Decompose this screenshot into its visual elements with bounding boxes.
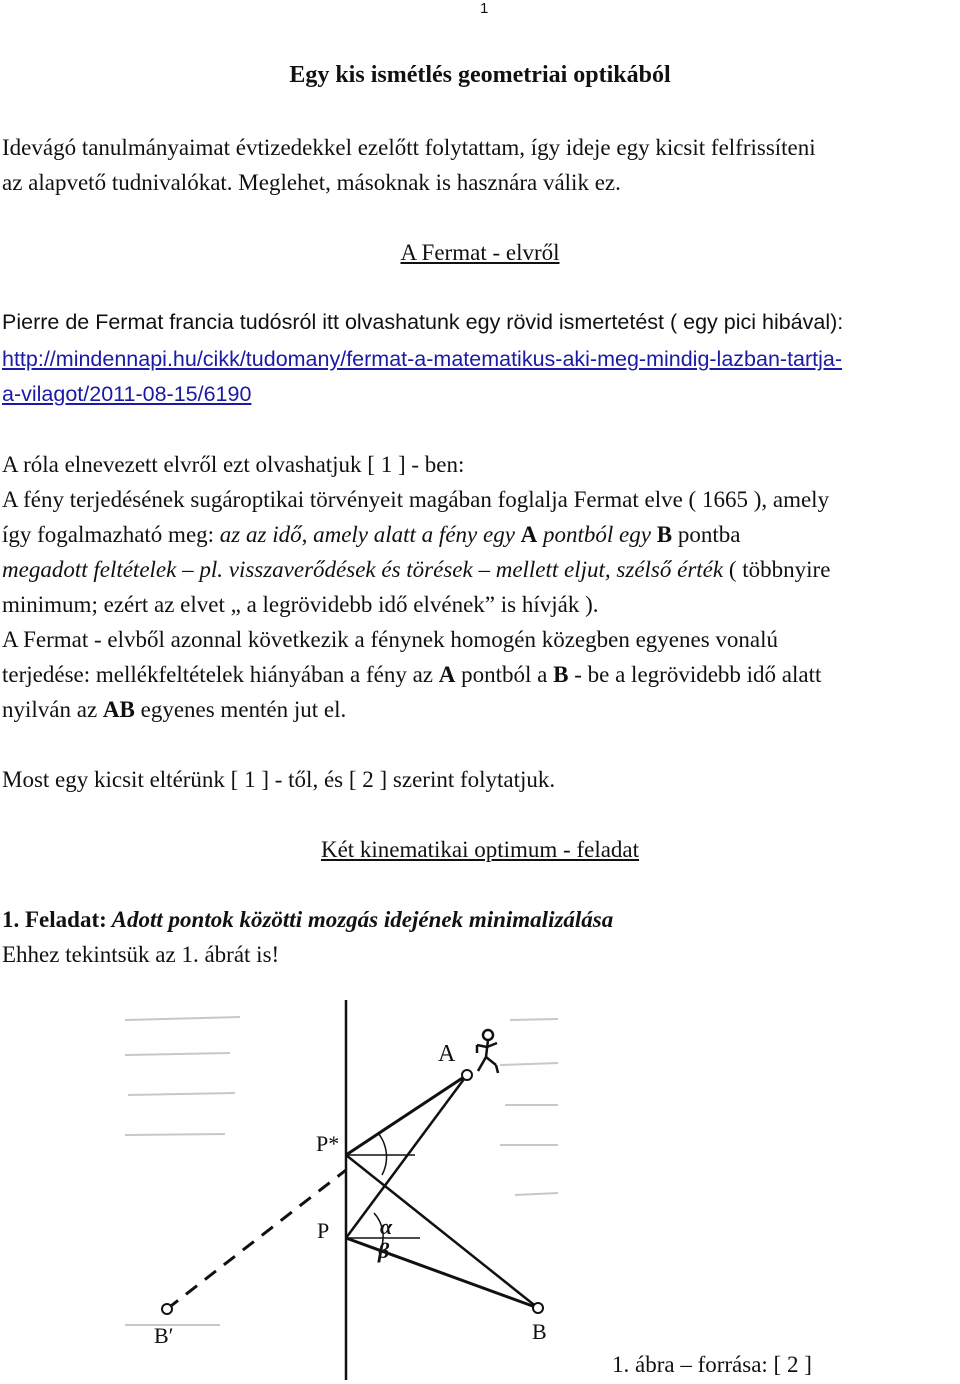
label-p-star: P*	[316, 1131, 340, 1156]
bold-run: A	[520, 522, 538, 547]
text-run: pontba	[672, 522, 741, 547]
fermat-link-line-2[interactable]: a-vilagot/2011-08-15/6190	[2, 382, 252, 406]
text-run: pontból a	[455, 662, 554, 687]
task-number: 1. Feladat:	[2, 907, 107, 932]
section-heading-optimum-text: Két kinematikai optimum - feladat	[320, 837, 640, 862]
fermat-paragraph-line-4	[2, 552, 830, 587]
label-p: P	[317, 1218, 330, 1243]
angle-arc-pstar	[378, 1133, 387, 1175]
figure-1-diagram	[120, 995, 560, 1380]
text-run: ( többnyire	[723, 557, 831, 582]
ray-a-pstar	[346, 1075, 467, 1155]
label-a: A	[438, 1041, 456, 1067]
fermat-paragraph-line-1: A róla elnevezett elvről ezt olvashatjuk [ 1 ] - ben:	[2, 452, 465, 477]
fermat-paragraph-line-8	[2, 692, 346, 727]
text-run: így fogalmazható meg:	[2, 522, 220, 547]
ray-pstar-b	[346, 1155, 538, 1308]
fermat-paragraph-line-7	[2, 657, 821, 692]
fermat-intro-line: Pierre de Fermat francia tudósról itt olvashatunk egy rövid ismertetést ( egy pici hibával):	[2, 310, 844, 334]
label-b: B	[532, 1319, 547, 1344]
italic-run: pontból egy	[537, 522, 657, 547]
fermat-paragraph-line-6: A Fermat - elvből azonnal következik a fénynek homogén közegben egyenes vonalú	[2, 627, 778, 652]
ray-p-b	[346, 1238, 538, 1308]
label-alpha: α	[380, 1214, 393, 1239]
intro-line-2: az alapvető tudnivalókat. Meglehet, másoknak is hasznára válik ez.	[2, 170, 621, 195]
see-figure-line: Ehhez tekintsük az 1. ábrát is!	[2, 942, 280, 967]
fermat-paragraph-line-2: A fény terjedésének sugároptikai törvényeit magában foglalja Fermat elve ( 1665 ), amely	[2, 487, 830, 512]
section-heading-fermat	[0, 235, 960, 270]
fermat-paragraph-line-3	[2, 517, 740, 552]
ray-a-p	[346, 1075, 467, 1238]
bold-run: A	[438, 662, 456, 687]
text-run: terjedése: mellékfeltételek hiányában a fény az	[2, 662, 439, 687]
transition-line: Most egy kicsit eltérünk [ 1 ] - től, és [ 2 ] szerint folytatjuk.	[2, 767, 556, 792]
intro-line-1: Idevágó tanulmányaimat évtizedekkel ezelőtt folytattam, így ideje egy kicsit felfrissíteni	[2, 135, 816, 160]
task-title: Adott pontok közötti mozgás idejének minimalizálása	[106, 907, 614, 932]
bold-run: AB	[102, 697, 135, 722]
page-number: 1	[480, 0, 489, 17]
fermat-paragraph-line-5: minimum; ezért az elvet „ a legrövidebb idő elvének” is hívják ).	[2, 592, 599, 617]
page-title: Egy kis ismétlés geometriai optikából	[289, 62, 671, 88]
section-heading-fermat-text: A Fermat - elvről	[400, 240, 560, 265]
text-run: - be a legrövidebb idő alatt	[568, 662, 822, 687]
point-a	[462, 1070, 472, 1080]
point-b-prime	[162, 1304, 172, 1314]
task-heading	[2, 902, 613, 937]
label-beta: β	[378, 1238, 390, 1263]
bold-run: B	[553, 662, 569, 687]
point-b	[533, 1303, 543, 1313]
italic-run: az az idő, amely alatt a fény egy	[219, 522, 521, 547]
fermat-link-line-1[interactable]: http://mindennapi.hu/cikk/tudomany/fermat-a-matematikus-aki-meg-mindig-lazban-tartja-	[2, 347, 843, 371]
label-b-prime: B′	[154, 1323, 174, 1348]
figure-caption: 1. ábra – forrása: [ 2 ]	[612, 1352, 812, 1377]
italic-run: megadott feltételek – pl. visszaverődések és törések – mellett eljut, szélső érték	[2, 557, 724, 582]
section-heading-optimum	[0, 832, 960, 867]
text-run: nyilván az	[2, 697, 103, 722]
text-run: egyenes mentén jut el.	[134, 697, 347, 722]
runner-figure	[477, 1030, 498, 1073]
bold-run: B	[656, 522, 673, 547]
